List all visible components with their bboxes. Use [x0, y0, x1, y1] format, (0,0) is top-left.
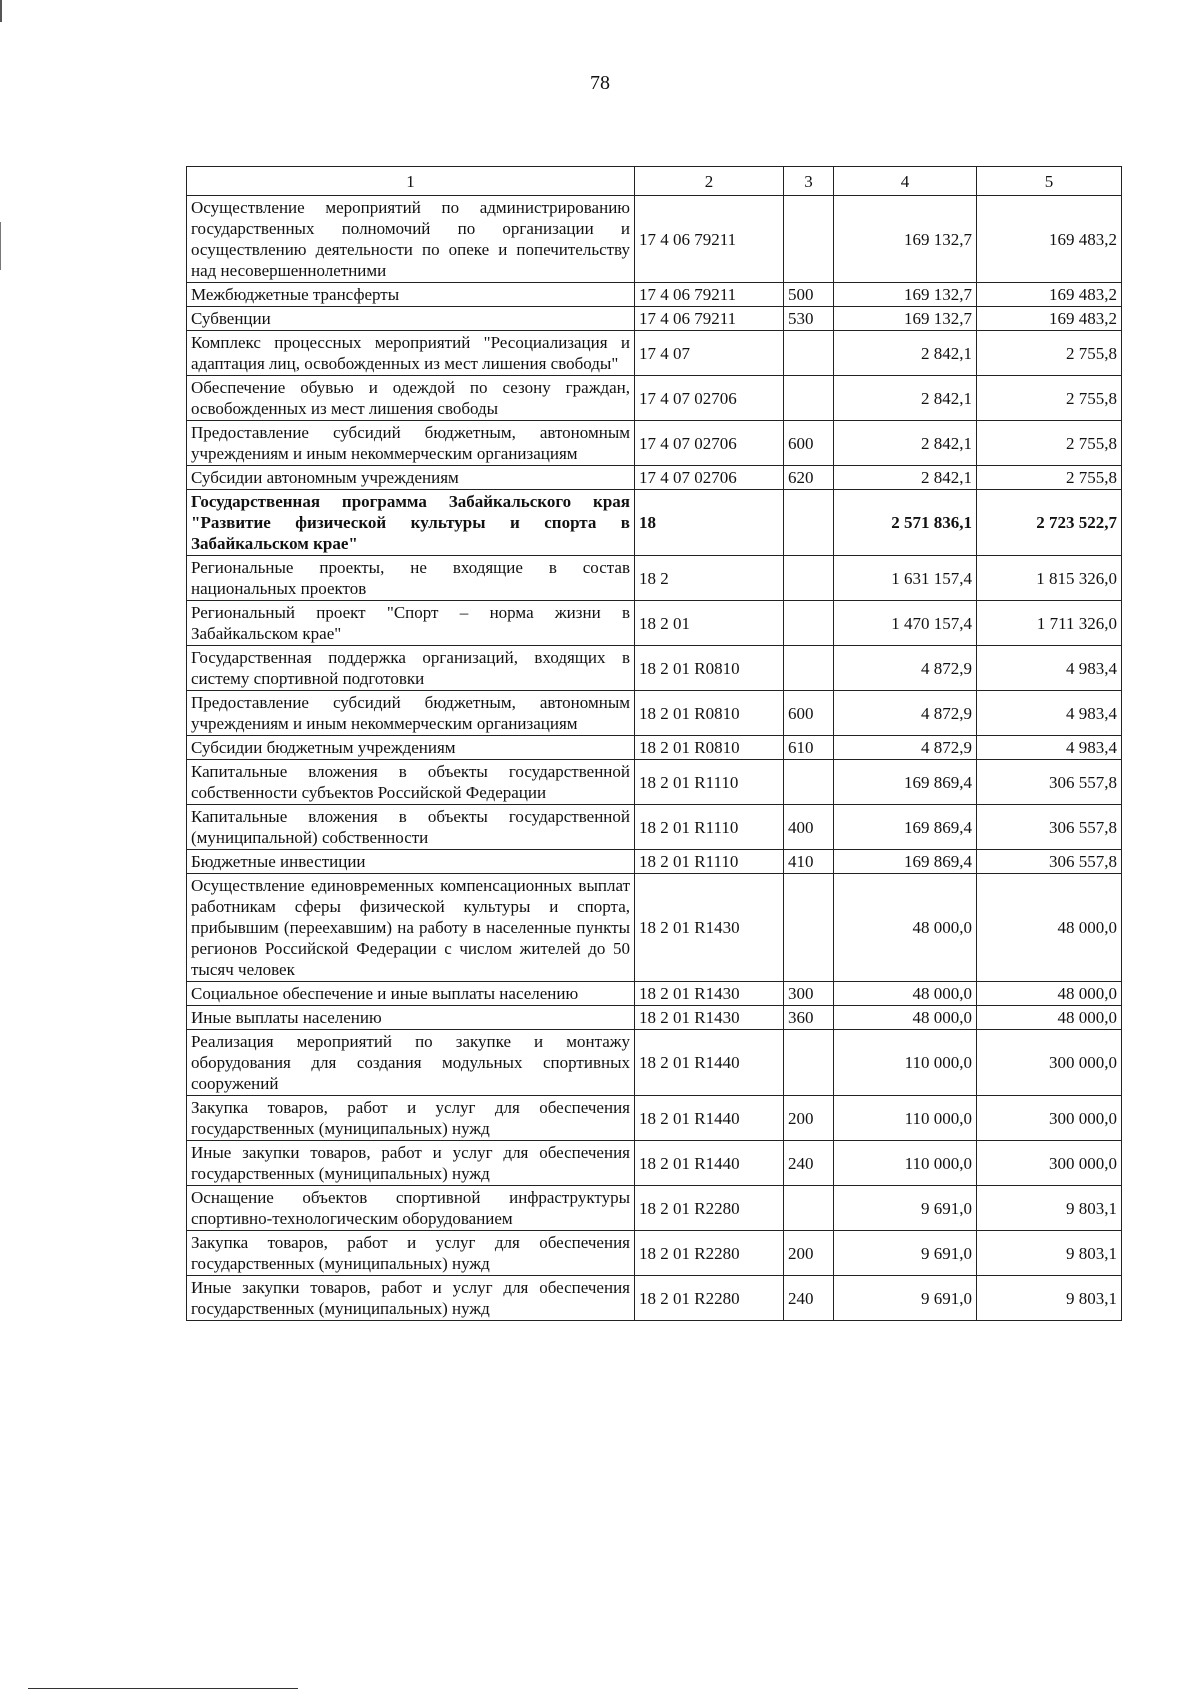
row-type-cell: [784, 556, 834, 601]
table-row: [187, 1231, 1122, 1276]
row-value-5-cell: 2 755,8: [977, 466, 1122, 490]
row-value-5-cell: 2 755,8: [977, 331, 1122, 376]
table-row: [187, 490, 1122, 556]
table-row: [187, 1276, 1122, 1321]
row-value-5-cell: 9 803,1: [977, 1186, 1122, 1231]
table-row: [187, 466, 1122, 490]
table-row: [187, 283, 1122, 307]
table-row: [187, 1141, 1122, 1186]
row-value-5-cell: 4 983,4: [977, 691, 1122, 736]
row-value-4-cell: 2 842,1: [834, 466, 977, 490]
row-name-cell: Осуществление мероприятий по администрированию государственных полномочий по организации и осуществлению деятельности по опеке и попечительству над несовершеннолетними: [187, 196, 635, 283]
row-name-cell: Иные выплаты населению: [187, 1006, 635, 1030]
row-type-cell: [784, 196, 834, 283]
row-code-cell: 17 4 07: [635, 331, 784, 376]
row-name-cell: Закупка товаров, работ и услуг для обеспечения государственных (муниципальных) нужд: [187, 1096, 635, 1141]
row-value-5-cell: 2 755,8: [977, 421, 1122, 466]
row-code-cell: 17 4 07 02706: [635, 421, 784, 466]
row-type-cell: [784, 874, 834, 982]
row-code-cell: 18 2 01 R1440: [635, 1030, 784, 1096]
row-value-5-cell: 169 483,2: [977, 307, 1122, 331]
row-code-cell: 17 4 07 02706: [635, 376, 784, 421]
row-value-4-cell: 4 872,9: [834, 691, 977, 736]
table-row: [187, 736, 1122, 760]
row-type-cell: 620: [784, 466, 834, 490]
row-name-cell: Закупка товаров, работ и услуг для обеспечения государственных (муниципальных) нужд: [187, 1231, 635, 1276]
footnote-rule: [28, 1688, 298, 1689]
row-type-cell: 600: [784, 691, 834, 736]
row-code-cell: 18 2 01 R2280: [635, 1186, 784, 1231]
scan-margin-mark: [0, 0, 2, 22]
table-row: [187, 556, 1122, 601]
row-name-cell: Иные закупки товаров, работ и услуг для обеспечения государственных (муниципальных) нужд: [187, 1141, 635, 1186]
row-type-cell: [784, 646, 834, 691]
row-value-4-cell: 9 691,0: [834, 1231, 977, 1276]
row-value-5-cell: 48 000,0: [977, 1006, 1122, 1030]
row-name-cell: Осуществление единовременных компенсационных выплат работникам сферы физической культуры и спорта, прибывшим (переехавшим) на работу в населенные пункты регионов Российской Федерации с числом жителей до 50 тысяч человек: [187, 874, 635, 982]
row-name-cell: Межбюджетные трансферты: [187, 283, 635, 307]
table-row: [187, 376, 1122, 421]
row-value-5-cell: 48 000,0: [977, 982, 1122, 1006]
row-code-cell: 18 2 01 R0810: [635, 691, 784, 736]
row-value-4-cell: 9 691,0: [834, 1276, 977, 1321]
row-value-4-cell: 4 872,9: [834, 736, 977, 760]
table-row: [187, 646, 1122, 691]
row-type-cell: 240: [784, 1141, 834, 1186]
table-row: [187, 982, 1122, 1006]
row-value-5-cell: 300 000,0: [977, 1141, 1122, 1186]
row-type-cell: 300: [784, 982, 834, 1006]
scan-margin-mark: [0, 222, 1, 270]
row-name-cell: Государственная программа Забайкальского края "Развитие физической культуры и спорта в Забайкальском крае": [187, 490, 635, 556]
row-value-4-cell: 169 132,7: [834, 283, 977, 307]
row-code-cell: 18 2 01 R0810: [635, 736, 784, 760]
row-name-cell: Капитальные вложения в объекты государственной собственности субъектов Российской Федерации: [187, 760, 635, 805]
row-value-5-cell: 306 557,8: [977, 805, 1122, 850]
table-body: [187, 196, 1122, 1321]
row-value-4-cell: 2 842,1: [834, 331, 977, 376]
row-name-cell: Социальное обеспечение и иные выплаты населению: [187, 982, 635, 1006]
table-row: [187, 307, 1122, 331]
row-value-4-cell: 110 000,0: [834, 1030, 977, 1096]
row-value-4-cell: 48 000,0: [834, 982, 977, 1006]
row-name-cell: Бюджетные инвестиции: [187, 850, 635, 874]
row-type-cell: 240: [784, 1276, 834, 1321]
row-type-cell: [784, 490, 834, 556]
row-type-cell: 610: [784, 736, 834, 760]
row-code-cell: 18 2 01 R1110: [635, 760, 784, 805]
row-value-5-cell: 2 755,8: [977, 376, 1122, 421]
table-row: [187, 1030, 1122, 1096]
table-row: [187, 805, 1122, 850]
row-name-cell: Государственная поддержка организаций, входящих в систему спортивной подготовки: [187, 646, 635, 691]
row-type-cell: 600: [784, 421, 834, 466]
row-value-5-cell: 2 723 522,7: [977, 490, 1122, 556]
row-type-cell: [784, 331, 834, 376]
row-name-cell: Субсидии бюджетным учреждениям: [187, 736, 635, 760]
row-value-4-cell: 2 842,1: [834, 421, 977, 466]
row-type-cell: 400: [784, 805, 834, 850]
row-value-5-cell: 48 000,0: [977, 874, 1122, 982]
row-value-5-cell: 169 483,2: [977, 196, 1122, 283]
row-code-cell: 18 2 01 R1440: [635, 1141, 784, 1186]
column-header: 4: [834, 167, 977, 196]
table-row: [187, 1006, 1122, 1030]
row-name-cell: Реализация мероприятий по закупке и монтажу оборудования для создания модульных спортивных сооружений: [187, 1030, 635, 1096]
row-value-5-cell: 306 557,8: [977, 850, 1122, 874]
row-code-cell: 18 2: [635, 556, 784, 601]
row-code-cell: 17 4 06 79211: [635, 196, 784, 283]
row-type-cell: [784, 1030, 834, 1096]
row-type-cell: 200: [784, 1231, 834, 1276]
row-value-4-cell: 110 000,0: [834, 1141, 977, 1186]
row-value-4-cell: 2 842,1: [834, 376, 977, 421]
row-value-4-cell: 169 869,4: [834, 805, 977, 850]
row-value-5-cell: 300 000,0: [977, 1030, 1122, 1096]
row-value-4-cell: 110 000,0: [834, 1096, 977, 1141]
row-value-5-cell: 9 803,1: [977, 1276, 1122, 1321]
column-header: 2: [635, 167, 784, 196]
table-row: [187, 331, 1122, 376]
row-value-4-cell: 1 470 157,4: [834, 601, 977, 646]
column-header: 3: [784, 167, 834, 196]
row-code-cell: 18 2 01 R1430: [635, 874, 784, 982]
row-code-cell: 18 2 01 R1110: [635, 805, 784, 850]
row-value-5-cell: 4 983,4: [977, 646, 1122, 691]
table-row: [187, 196, 1122, 283]
row-code-cell: 18 2 01 R2280: [635, 1276, 784, 1321]
row-name-cell: Предоставление субсидий бюджетным, автономным учреждениям и иным некоммерческим организациям: [187, 421, 635, 466]
row-name-cell: Региональные проекты, не входящие в состав национальных проектов: [187, 556, 635, 601]
row-value-4-cell: 48 000,0: [834, 1006, 977, 1030]
row-value-4-cell: 48 000,0: [834, 874, 977, 982]
row-code-cell: 17 4 06 79211: [635, 307, 784, 331]
row-value-4-cell: 169 132,7: [834, 307, 977, 331]
row-name-cell: Иные закупки товаров, работ и услуг для обеспечения государственных (муниципальных) нужд: [187, 1276, 635, 1321]
table-row: [187, 1096, 1122, 1141]
row-name-cell: Субсидии автономным учреждениям: [187, 466, 635, 490]
row-name-cell: Обеспечение обувью и одеждой по сезону граждан, освобожденных из мест лишения свободы: [187, 376, 635, 421]
row-type-cell: [784, 376, 834, 421]
table-row: [187, 421, 1122, 466]
row-code-cell: 18 2 01 R0810: [635, 646, 784, 691]
row-type-cell: 410: [784, 850, 834, 874]
page-number: 78: [590, 72, 610, 94]
row-code-cell: 18 2 01 R1430: [635, 982, 784, 1006]
row-value-5-cell: 9 803,1: [977, 1231, 1122, 1276]
row-value-5-cell: 1 711 326,0: [977, 601, 1122, 646]
table-header-row: [187, 167, 1122, 196]
row-code-cell: 18 2 01: [635, 601, 784, 646]
row-value-5-cell: 306 557,8: [977, 760, 1122, 805]
row-value-4-cell: 169 132,7: [834, 196, 977, 283]
row-type-cell: [784, 1186, 834, 1231]
table-row: [187, 1186, 1122, 1231]
row-name-cell: Оснащение объектов спортивной инфраструктуры спортивно-технологическим оборудованием: [187, 1186, 635, 1231]
row-type-cell: [784, 760, 834, 805]
table-row: [187, 850, 1122, 874]
row-name-cell: Комплекс процессных мероприятий "Ресоциализация и адаптация лиц, освобожденных из мест лишения свободы": [187, 331, 635, 376]
table-row: [187, 874, 1122, 982]
table-row: [187, 601, 1122, 646]
row-value-4-cell: 2 571 836,1: [834, 490, 977, 556]
column-header: 1: [187, 167, 635, 196]
row-value-4-cell: 4 872,9: [834, 646, 977, 691]
row-name-cell: Капитальные вложения в объекты государственной (муниципальной) собственности: [187, 805, 635, 850]
column-header: 5: [977, 167, 1122, 196]
row-value-5-cell: 4 983,4: [977, 736, 1122, 760]
row-value-4-cell: 1 631 157,4: [834, 556, 977, 601]
row-type-cell: 500: [784, 283, 834, 307]
row-value-4-cell: 9 691,0: [834, 1186, 977, 1231]
row-type-cell: [784, 601, 834, 646]
row-value-5-cell: 300 000,0: [977, 1096, 1122, 1141]
row-code-cell: 17 4 07 02706: [635, 466, 784, 490]
row-name-cell: Региональный проект "Спорт – норма жизни в Забайкальском крае": [187, 601, 635, 646]
budget-table: [186, 166, 1122, 1321]
row-type-cell: 530: [784, 307, 834, 331]
row-value-4-cell: 169 869,4: [834, 760, 977, 805]
row-name-cell: Предоставление субсидий бюджетным, автономным учреждениям и иным некоммерческим организациям: [187, 691, 635, 736]
row-type-cell: 200: [784, 1096, 834, 1141]
row-code-cell: 18 2 01 R2280: [635, 1231, 784, 1276]
row-code-cell: 18 2 01 R1440: [635, 1096, 784, 1141]
row-code-cell: 17 4 06 79211: [635, 283, 784, 307]
row-type-cell: 360: [784, 1006, 834, 1030]
table-row: [187, 760, 1122, 805]
row-code-cell: 18 2 01 R1430: [635, 1006, 784, 1030]
row-value-5-cell: 1 815 326,0: [977, 556, 1122, 601]
row-name-cell: Субвенции: [187, 307, 635, 331]
row-value-5-cell: 169 483,2: [977, 283, 1122, 307]
row-code-cell: 18: [635, 490, 784, 556]
row-code-cell: 18 2 01 R1110: [635, 850, 784, 874]
row-value-4-cell: 169 869,4: [834, 850, 977, 874]
table-row: [187, 691, 1122, 736]
